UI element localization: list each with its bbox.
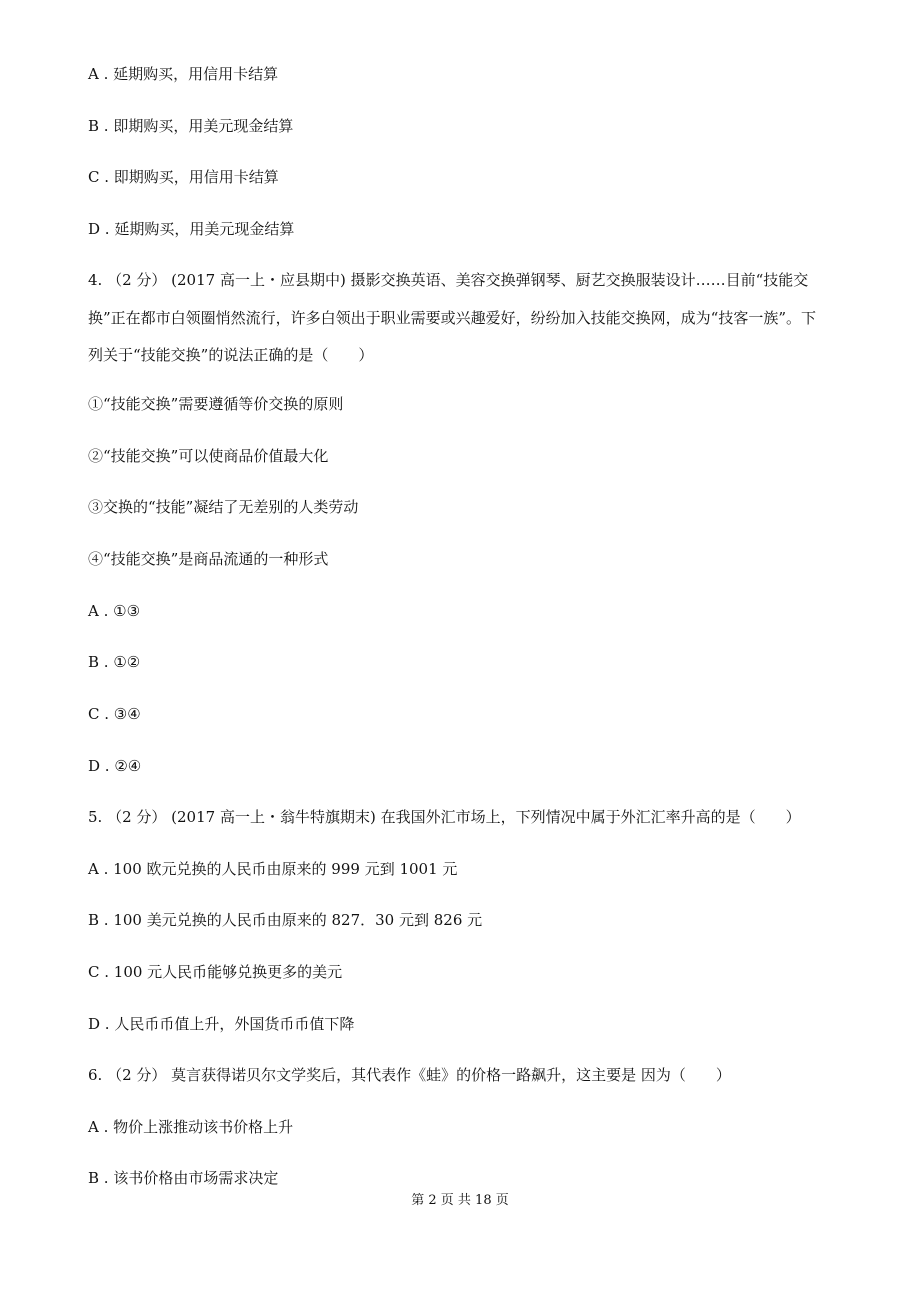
q5-option-b: B . 100 美元兑换的人民币由原来的 827．30 元到 826 元 (88, 911, 483, 929)
q4-option-a: A . ①③ (88, 602, 141, 620)
q3-option-c: C . 即期购买，用信用卡结算 (88, 168, 279, 186)
q4-stem-line-3: 列关于“技能交换”的说法正确的是（ ） (88, 346, 374, 364)
q4-statement-1: ①“技能交换”需要遵循等价交换的原则 (88, 395, 344, 413)
page-footer: 第 2 页 共 18 页 (411, 1193, 509, 1208)
q4-statement-2: ②“技能交换”可以使商品价值最大化 (88, 447, 329, 465)
q4-stem-line-1: 4. （2 分） (2017 高一上・应县期中) 摄影交换英语、美容交换弹钢琴、厨艺交换服装设计……目前“技能交 (88, 271, 809, 289)
q4-option-d: D . ②④ (88, 757, 142, 775)
q3-option-b: B . 即期购买，用美元现金结算 (88, 117, 294, 135)
q6-option-b: B . 该书价格由市场需求决定 (88, 1169, 279, 1187)
q6-option-a: A . 物价上涨推动该书价格上升 (88, 1118, 294, 1136)
q3-option-d: D . 延期购买，用美元现金结算 (88, 220, 295, 238)
q4-statement-3: ③交换的“技能”凝结了无差别的人类劳动 (88, 498, 359, 516)
q5-option-c: C . 100 元人民币能够兑换更多的美元 (88, 963, 343, 981)
q6-stem: 6. （2 分） 莫言获得诺贝尔文学奖后，其代表作《蛙》的价格一路飙升，这主要是 因为（ ） (88, 1066, 731, 1084)
q3-option-a: A . 延期购买，用信用卡结算 (88, 65, 279, 83)
q4-statement-4: ④“技能交换”是商品流通的一种形式 (88, 550, 329, 568)
q5-option-a: A . 100 欧元兑换的人民币由原来的 999 元到 1001 元 (88, 860, 458, 878)
q5-stem: 5. （2 分） (2017 高一上・翁牛特旗期末) 在我国外汇市场上，下列情况中属于外汇汇率升高的是（ ） (88, 808, 801, 826)
q5-option-d: D . 人民币币值上升，外国货币币值下降 (88, 1015, 355, 1033)
q4-option-b: B . ①② (88, 653, 141, 671)
q4-option-c: C . ③④ (88, 705, 141, 723)
q4-stem-line-2: 换”正在都市白领圈悄然流行，许多白领出于职业需要或兴趣爱好，纷纷加入技能交换网，成为“技客一族”。下 (88, 309, 817, 327)
